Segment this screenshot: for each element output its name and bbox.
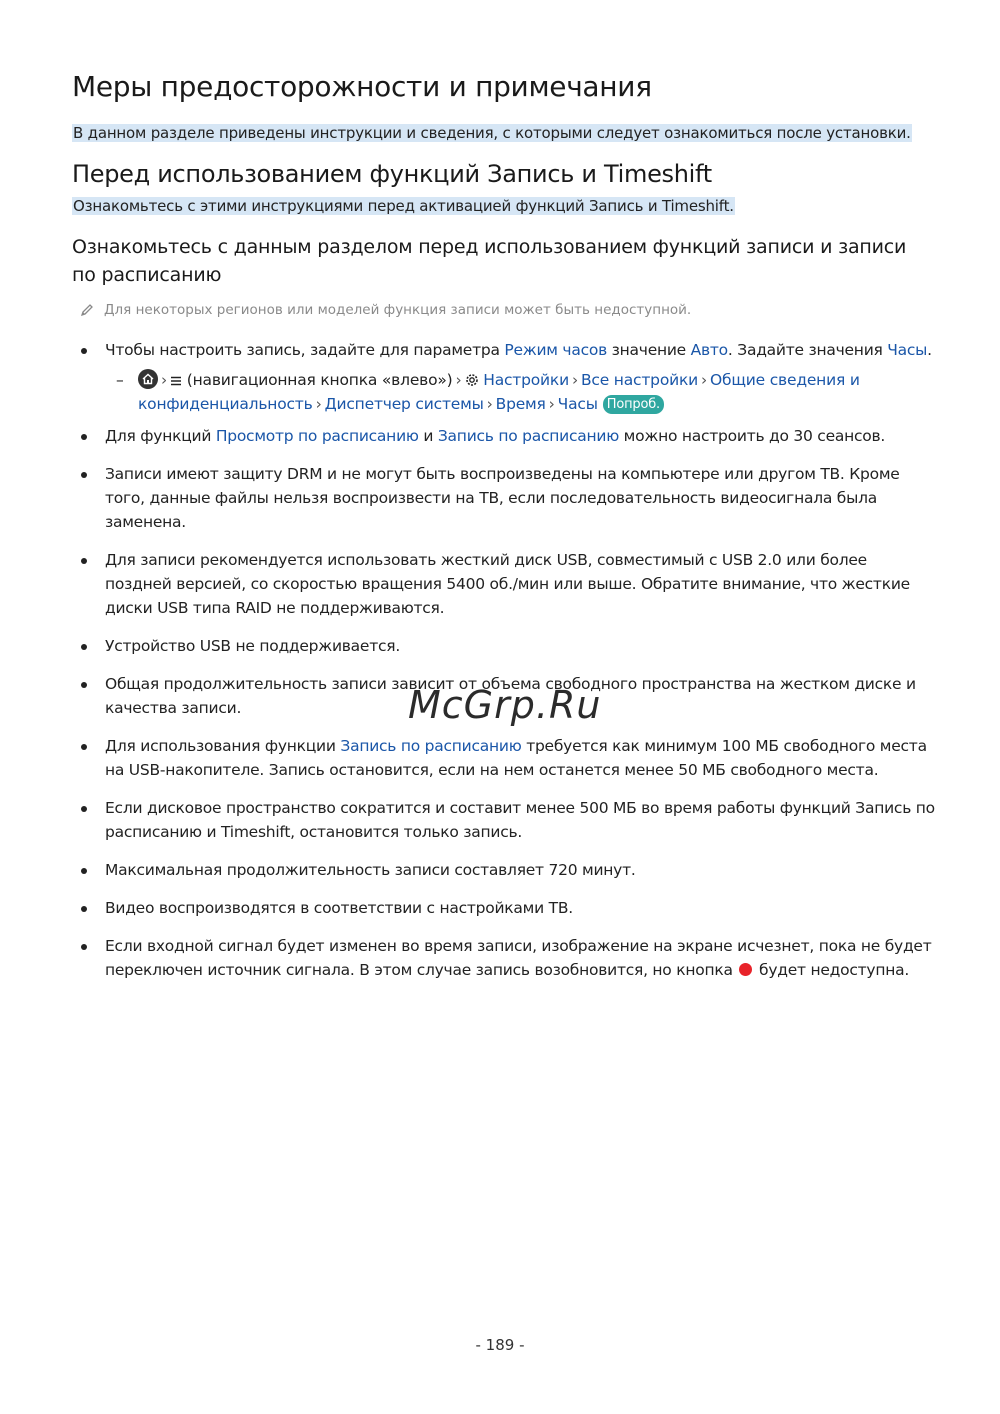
chevron-right-icon: › — [161, 371, 167, 389]
path-all-settings: Все настройки — [580, 371, 699, 389]
path-general-privacy: Общие сведения и конфиденциальность — [138, 371, 860, 413]
text: значение — [606, 341, 691, 359]
watermark: McGrp.Ru — [408, 683, 602, 727]
auto-value: Авто — [690, 341, 728, 359]
section-title: Перед использованием функций Запись и Timeshift — [72, 160, 712, 188]
schedule-recording-link: Запись по расписанию — [437, 427, 619, 445]
text: Для функций — [105, 427, 216, 445]
list-item: Если дисковое пространство сократится и составит менее 500 МБ во время работы функций Запись по расписанию и Timeshift, остановится только запись. — [76, 796, 936, 844]
note — [80, 302, 691, 318]
nav-button-text: (навигационная кнопка «влево») — [186, 371, 453, 389]
path-clock: Часы — [557, 395, 598, 413]
pencil-icon — [80, 303, 94, 317]
text: требуется как минимум 100 МБ свободного места на USB-накопителе. Запись остановится, если на нем останется менее 50 МБ свободного места. — [105, 737, 927, 779]
chevron-right-icon: › — [548, 395, 555, 413]
schedule-viewing-link: Просмотр по расписанию — [215, 427, 419, 445]
text: можно настроить до 30 сеансов. — [619, 427, 886, 445]
list-item: Записи имеют защиту DRM и не могут быть воспроизведены на компьютере или другом ТВ. Кроме того, данные файлы нельзя воспроизвести на ТВ, если последовательность видеосигнала была заменена. — [76, 462, 936, 534]
text: Для использования функции — [105, 737, 341, 755]
list-item: Устройство USB не поддерживается. — [76, 634, 936, 658]
path-dash: – — [116, 371, 124, 389]
list-item: Максимальная продолжительность записи составляет 720 минут. — [76, 858, 936, 882]
subsection-title: Ознакомьтесь с данным разделом перед использованием функций записи и записи по расписанию — [72, 236, 907, 286]
text: Если входной сигнал будет изменен во время записи, изображение на экране исчезнет, пока не будет переключен источник сигнала. В этом случае запись возобновится, но кнопка — [105, 937, 932, 979]
page-title: Меры предосторожности и примечания — [72, 70, 652, 103]
home-icon — [138, 369, 158, 389]
text: . — [927, 341, 932, 359]
path-time: Время — [495, 395, 546, 413]
note-text: Для некоторых регионов или моделей функция записи может быть недоступной. — [104, 302, 692, 318]
path-settings: Настройки — [483, 371, 569, 389]
path-system-manager: Диспетчер системы — [324, 395, 484, 413]
intro-text: В данном разделе приведены инструкции и сведения, с которыми следует ознакомиться после установки. — [73, 124, 911, 142]
list-item — [76, 424, 936, 448]
record-button-icon — [739, 963, 752, 976]
clock-mode-link: Режим часов — [504, 341, 607, 359]
list-item: Общая продолжительность записи зависит от объема свободного пространства на жестком диске и качества записи. — [76, 672, 936, 720]
chevron-right-icon: › — [571, 371, 578, 389]
section-subtitle: Ознакомьтесь с этими инструкциями перед активацией функций Запись и Timeshift. — [73, 197, 734, 215]
menu-path — [105, 368, 936, 416]
list-item — [76, 934, 936, 982]
schedule-recording-link: Запись по расписанию — [340, 737, 522, 755]
list-item — [76, 734, 936, 782]
clock-link: Часы — [887, 341, 928, 359]
chevron-right-icon: › — [315, 395, 322, 413]
list-item: Видео воспроизводятся в соответствии с настройками ТВ. — [76, 896, 936, 920]
chevron-right-icon: › — [701, 371, 708, 389]
text: и — [418, 427, 438, 445]
gear-icon — [465, 373, 479, 387]
text: . Задайте значения — [727, 341, 888, 359]
chevron-right-icon: › — [455, 371, 462, 389]
menu-icon — [170, 375, 182, 387]
text: Чтобы настроить запись, задайте для параметра — [105, 341, 505, 359]
precautions-list — [76, 338, 936, 996]
list-item: Для записи рекомендуется использовать жесткий диск USB, совместимый с USB 2.0 или более поздней версией, со скоростью вращения 5400 об./мин или выше. Обратите внимание, что жесткие диски USB типа RAID не поддерживаются. — [76, 548, 936, 620]
text: будет недоступна. — [754, 961, 910, 979]
list-item — [76, 338, 936, 416]
try-now-button[interactable]: Попроб. — [603, 395, 664, 414]
page-number: - 189 - — [475, 1336, 525, 1354]
chevron-right-icon: › — [486, 395, 493, 413]
